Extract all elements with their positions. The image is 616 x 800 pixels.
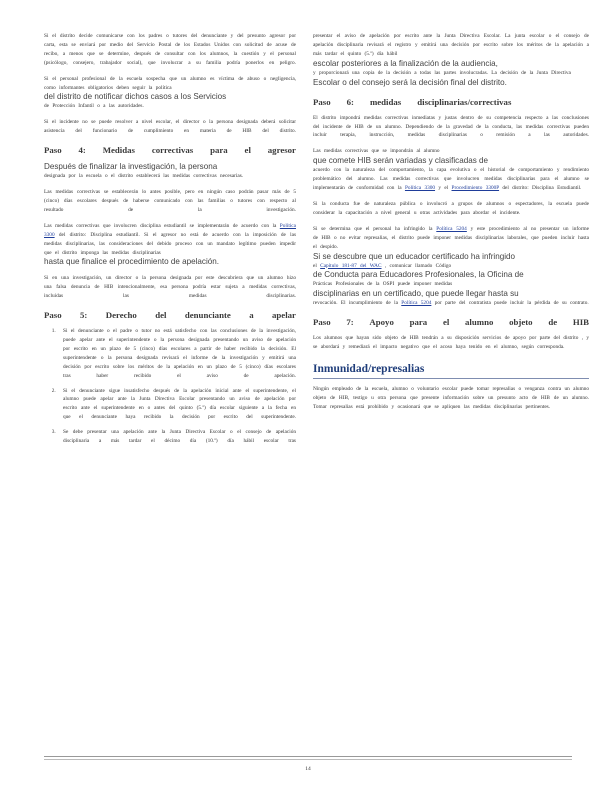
- step6-p4-text-c: el: [313, 262, 317, 269]
- step6-p4-big-3: disciplinarias en un certificado, que puede llegar hasta su: [313, 289, 519, 299]
- appeal-continuation-big: escolar posteriores a la finalización de la audiencia,: [313, 58, 498, 68]
- step4-paragraph-4: Si en una investigación, un director o la persona designada por este descubriera que un alumno hizo una falsa denuncia de HIB intencionalmente, esa persona podría estar sujeta a medidas correctivas, incluidas las medidas disciplinarias.: [44, 275, 296, 300]
- policy-5204-link[interactable]: Política 5204: [401, 300, 432, 307]
- step4-p3-big: hasta que finalice el procedimiento de apelación.: [44, 257, 220, 267]
- policy-3300-link[interactable]: Política 3300: [404, 185, 436, 192]
- heading-word: Paso: [313, 96, 331, 107]
- step6-p2-text-b: acuerdo con la naturaleza del comportamiento, la capa evolutiva o el historial de comportamiento y rendimiento problemático del alumno. Las medidas correctivas que involucren medidas disciplinarias para el alumno se implementarán de conformidad con la: [313, 167, 589, 192]
- heading-word: agresor: [267, 145, 296, 156]
- step6-p2-text-a: Las medidas correctivas que se impondrán al alumno: [313, 148, 440, 155]
- intro-paragraph-3: de Protección Infantil o a las autoridades.: [44, 103, 144, 110]
- heading-word: 4:: [78, 145, 86, 156]
- heading-word: apelar: [272, 310, 296, 321]
- step6-p4-text-e: Prácticas Profesionales de la OSPI puede imponer medidas: [313, 281, 453, 288]
- heading-word: Medidas: [102, 145, 135, 156]
- step6-heading: [313, 97, 589, 108]
- heading-word: medidas: [369, 96, 402, 107]
- appeal-steps-list: [44, 327, 296, 446]
- step6-p4-big-2: de Conducta para Educadores Profesionales, la Oficina de: [313, 270, 524, 280]
- step4-big-line: Después de finalizar la investigación, la persona: [44, 162, 218, 172]
- appeal-continuation-text: presentar el aviso de apelación por escrito ante la Junta Directiva Escolar. La junta escolar o el consejo de apelación disciplinaria revisará el registro y emitirá una decisión por escrito sobre los méritos de la apelación a más tardar el quinto (5.º) día hábil: [313, 33, 589, 57]
- heading-word: alumno: [465, 317, 494, 328]
- step6-p4-text-g: por parte del contratista puede incluir la pérdida de su contrato.: [434, 300, 589, 307]
- page-number: 14: [305, 766, 311, 772]
- step6-p4-text-b: y este procedimiento al no presentar un informe de HIB o no evitar represalias, el distrito puede imponer medidas disciplinarias laborales, que pueden incluir hasta el despido.: [313, 225, 590, 250]
- heading-word: Paso: [44, 145, 62, 156]
- appeal-continuation-text-b: y proporcionará una copia de la decisión a todas las partes involucradas. La decisión de la Junta Directiva: [313, 69, 571, 76]
- heading-word: del: [155, 310, 167, 321]
- intro-paragraph-2: [44, 75, 296, 103]
- wac-chapter-link[interactable]: Capítulo 181-87 del WAC: [320, 262, 382, 269]
- heading-word: a: [249, 310, 254, 321]
- step6-p4-text-a: Si se determina que el personal ha infringido la: [313, 225, 433, 232]
- step4-p3-text-b: del distrito: Disciplina estudiantil. Si el agresor no está de acuerdo con la imposición de las medidas disciplinarias, las consideraciones del debido proceso con un mandato legítimo pueden impedir que el distrito imponga las medidas disciplinarias: [44, 231, 297, 256]
- step4-paragraph-2: Las medidas correctivas se establecerán lo antes posible, pero en ningún caso podrán pasar más de 5 (cinco) días escolares después de haberse comunicado con las familias o tutores con respecto al resultado de la investigación.: [44, 189, 296, 213]
- step7-paragraph-1: Los alumnos que hayan sido objeto de HIB tendrán a su disposición servicios de apoyo por parte del distrito , y se abordará y remediará el impacto negativo que el acoso haya tenido en el alumno, según corresponda.: [313, 335, 589, 351]
- policy-3300-link[interactable]: Política 3300: [44, 222, 296, 238]
- heading-word: el: [244, 145, 251, 156]
- intro-paragraph-1: Si el distrito decide comunicarse con los padres o tutores del denunciante y del presunto agresor por carta, esta se enviará por medio del Servicio Postal de los Estados Unidos con solicitud de acuse de recibo, a menos que se determine, después de consultar con los alumnos, la cuestión y el personal (psicólogo, consejero, trabajador social), que involucrar a su familia podría ponerlos en peligro.: [44, 33, 296, 66]
- step6-p2-text-c: y el: [438, 185, 449, 192]
- heading-word: 6:: [346, 96, 354, 107]
- step6-paragraph-4: [313, 225, 589, 308]
- heading-word: denunciante: [184, 310, 231, 321]
- list-item: 2. Si el denunciante sigue insatisfecho después de la apelación inicial ante el superintendente, el alumno puede apelar ante la Junta Directiva Escolar presentando un aviso de apelación por escrito ante el superintendente en o antes del quinto (5.º) día escolar siguiente a la fecha en que el denunciante haya recibido la decisión por escrito del superintendente.: [59, 387, 296, 423]
- step6-p2-text-d: del distrito: Disciplina Estudiantil.: [502, 185, 582, 192]
- list-item: 3. Se debe presentar una apelación ante la Junta Directiva Escolar o el consejo de apelación disciplinaria a más tardar el décimo día (10.º) día hábil escolar tras: [59, 428, 296, 446]
- step7-heading: [313, 317, 589, 328]
- intro-paragraph-2-big: del distrito de notificar dichos casos a los Servicios: [44, 92, 227, 102]
- list-item: 1. Si el denunciante o el padre o tutor no está satisfecho con las conclusiones de la investigación, puede apelar ante el superintendente o la persona designada presentando un aviso de apelación por escrito en un plazo de 5 (cinco) días escolares a partir de haber recibido la decisión. El superintendente o la persona designada revisará el informe de la investigación y emitirá una decisión por escrito sobre los méritos de la apelación en un plazo de 5 (cinco) días escolares tras haber recibido el aviso de apelación.: [59, 327, 296, 380]
- heading-word: 5:: [80, 310, 88, 321]
- footer-divider: [44, 756, 572, 757]
- heading-word: HIB: [572, 317, 589, 328]
- step6-p4-text-d: , comunicar llamado Código: [384, 262, 452, 269]
- heading-word: 7:: [346, 317, 354, 328]
- heading-word: para: [409, 317, 428, 328]
- heading-word: disciplinarias/correctivas: [417, 96, 512, 107]
- heading-word: Apoyo: [369, 317, 394, 328]
- appeal-continuation-paragraph: [313, 32, 589, 88]
- step4-p3-text-a: Las medidas correctivas que involucren disciplina estudiantil se implementarán de acuerdo con la: [44, 222, 277, 229]
- step6-paragraph-1: El distrito impondrá medidas correctivas inmediatas y justas dentro de su competencia respecto a las conclusiones del incidente de HIB de un alumno. Dependiendo de la gravedad de la conducta, las medidas correctivas pueden incluir terapia, instrucción, medidas disciplinarias o remisión a las autoridades.: [313, 114, 589, 139]
- right-column: [313, 32, 589, 419]
- heading-word: objeto: [509, 317, 533, 328]
- immunity-paragraph: Ningún empleado de la escuela, alumno o voluntario escolar puede tomar represalias o venganza contra un alumno objeto de HIB, testigo u otra persona que presente información sobre un presunto acto de HIB de un alumno. Tomar represalias está prohibido y ocasionará que se apliquen las medidas disciplinarias pertinentes.: [313, 386, 589, 410]
- policy-5204-link[interactable]: Política 5204: [436, 225, 467, 232]
- step6-paragraph-3: Si la conducta fue de naturaleza pública o involucró a grupos de alumnos o espectadores, la escuela puede considerar la capacitación a nivel general u otras actividades para abordar el incidente.: [313, 200, 589, 216]
- step4-heading: [44, 145, 296, 156]
- heading-word: de: [548, 317, 558, 328]
- immunity-heading: Inmunidad/represalias: [313, 362, 589, 379]
- heading-word: Paso: [313, 317, 331, 328]
- step4-paragraph-3: [44, 222, 296, 268]
- heading-word: para: [210, 145, 228, 156]
- step4-p1-text: designada por la escuela o el distrito establecerá las medidas correctivas necesarias.: [44, 173, 244, 180]
- procedure-3300p-link[interactable]: Procedimiento 3300P: [451, 185, 500, 192]
- intro-paragraph-4: Si el incidente no se puede resolver a nivel escolar, el director o la persona designada deberá solicitar asistencia del funcionario de cumplimiento en materia de HIB del distrito.: [44, 119, 296, 135]
- intro-paragraph-2-text: Si el personal profesional de la escuela sospecha que un alumno es víctima de abuso o negligencia, como informantes obligatorios deben seguir la política: [44, 75, 296, 91]
- step6-p4-text-f: revocación. El incumplimiento de la: [313, 300, 398, 307]
- step4-paragraph-1: [44, 162, 296, 181]
- step6-p4-big: Si se descubre que un educador certificado ha infringido: [313, 251, 516, 261]
- heading-word: correctivas: [151, 145, 194, 156]
- heading-word: Derecho: [105, 310, 137, 321]
- left-column: [44, 32, 296, 453]
- step5-heading: [44, 310, 296, 321]
- footer-divider-secondary: [44, 759, 572, 760]
- heading-word: Paso: [44, 310, 62, 321]
- step6-paragraph-2: [313, 147, 589, 193]
- appeal-continuation-big-2: Escolar o del consejo será la decisión final del distrito.: [313, 77, 507, 87]
- heading-word: el: [442, 317, 450, 328]
- step6-p2-big: que comete HIB serán variadas y clasificadas de: [313, 156, 489, 166]
